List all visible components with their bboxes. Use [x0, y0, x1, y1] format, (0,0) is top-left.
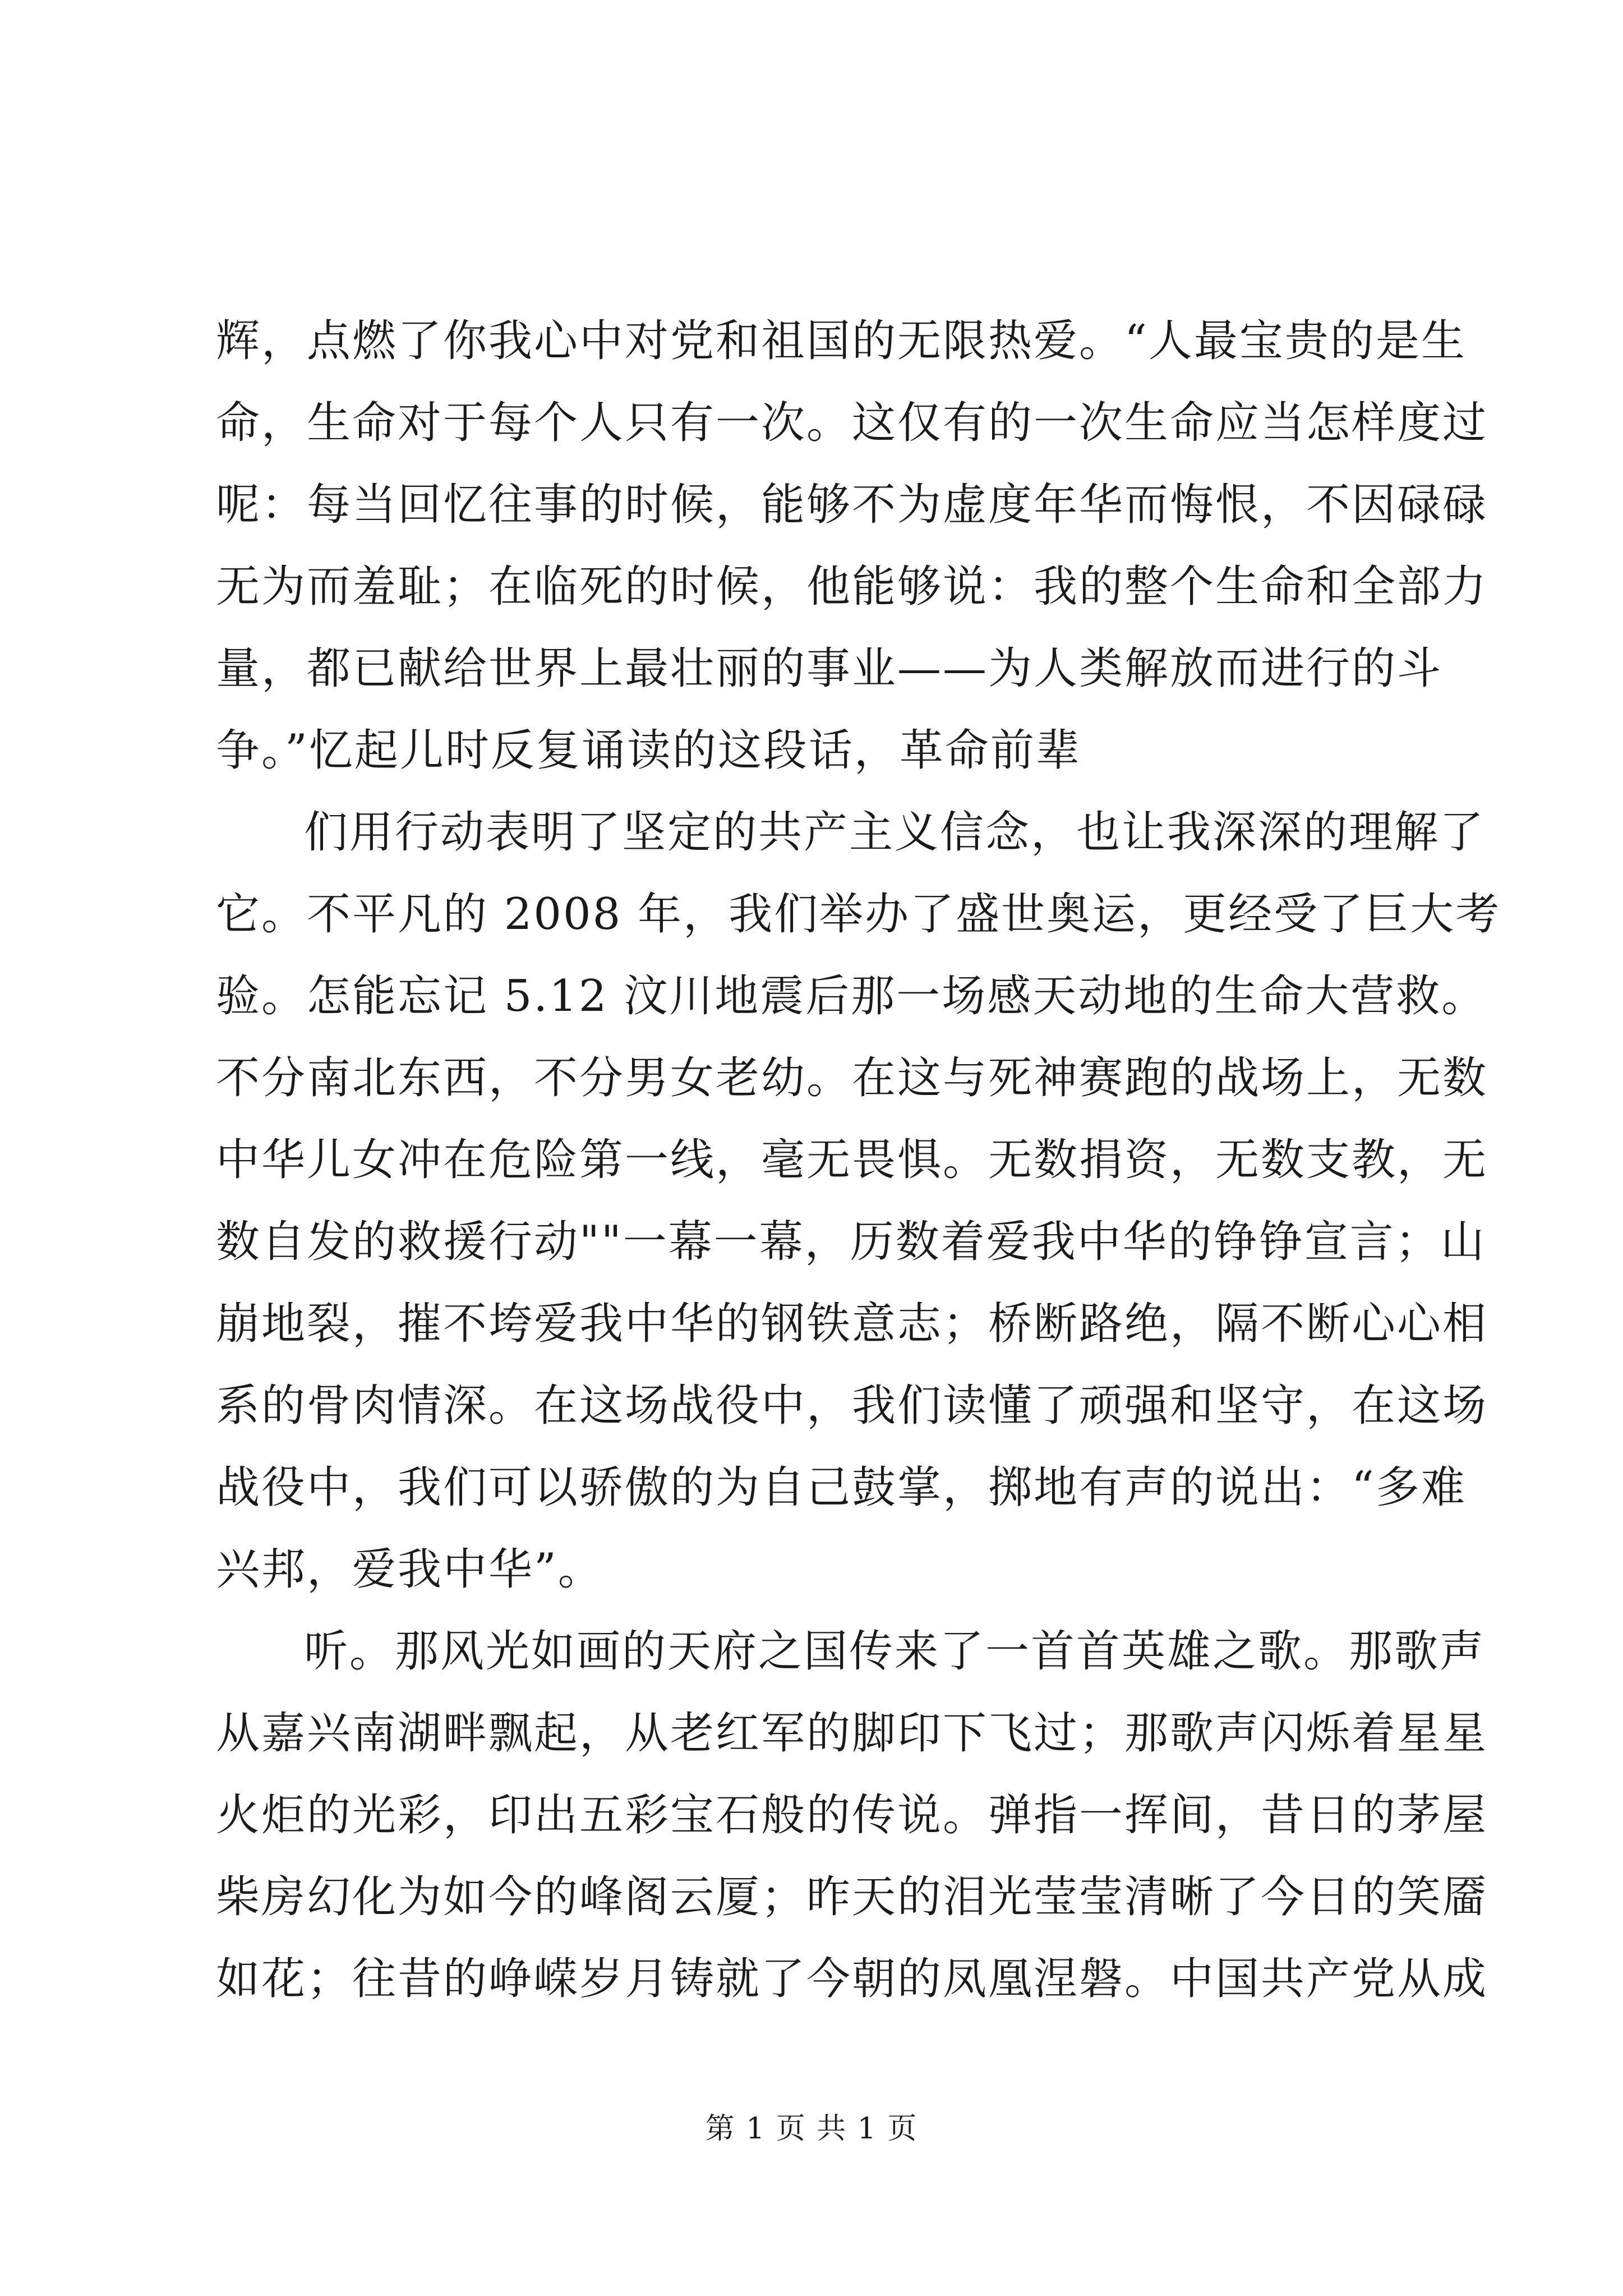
text-line: 系的骨肉情深。在这场战役中，我们读懂了顽强和坚守，在这场 [216, 1381, 1488, 1431]
text-line: 如花；往昔的峥嵘岁月铸就了今朝的凤凰涅磐。中国共产党从成 [216, 1954, 1488, 2004]
text-line: 柴房幻化为如今的峰阁云厦；昨天的泪光莹莹清晰了今日的笑靥 [216, 1872, 1488, 1922]
text-line: 崩地裂，摧不垮爱我中华的钢铁意志；桥断路绝，隔不断心心相 [216, 1299, 1488, 1349]
text-line: 争。”忆起儿时反复诵读的这段话，革命前辈 [216, 725, 1081, 776]
text-line: 量，都已献给世界上最壮丽的事业——为人类解放而进行的斗 [216, 643, 1443, 694]
text-line: 战役中，我们可以骄傲的为自己鼓掌，掷地有声的说出：“多难 [216, 1462, 1467, 1513]
text-line: 火炬的光彩，印出五彩宝石般的传说。弹指一挥间，昔日的茅屋 [216, 1790, 1488, 1841]
page-footer: 第 1 页 共 1 页 [705, 2112, 918, 2146]
text-line: 从嘉兴南湖畔飘起，从老红军的脚印下飞过；那歌声闪烁着星星 [216, 1708, 1488, 1759]
text-line: 数自发的救援行动""一幕一幕，历数着爱我中华的铮铮宣言；山 [216, 1217, 1486, 1267]
text-line: 呢：每当回忆往事的时候，能够不为虚度年华而悔恨，不因碌碌 [216, 480, 1488, 530]
text-line: 命，生命对于每个人只有一次。这仅有的一次生命应当怎样度过 [216, 398, 1488, 448]
text-line: 听。那风光如画的天府之国传来了一首首英雄之歌。那歌声 [304, 1626, 1486, 1677]
text-line: 它。不平凡的 2008 年，我们举办了盛世奥运，更经受了巨大考 [216, 889, 1501, 940]
text-line: 兴邦，爱我中华”。 [216, 1544, 603, 1595]
text-line: 辉，点燃了你我心中对党和祖国的无限热爱。“人最宝贵的是生 [216, 316, 1467, 366]
text-line: 验。怎能忘记 5.12 汶川地震后那一场感天动地的生命大营救。 [216, 971, 1487, 1022]
text-line: 中华儿女冲在危险第一线，毫无畏惧。无数捐资，无数支教，无 [216, 1135, 1488, 1185]
text-line: 无为而羞耻；在临死的时候，他能够说：我的整个生命和全部力 [216, 562, 1488, 612]
text-line: 不分南北东西，不分男女老幼。在这与死神赛跑的战场上，无数 [216, 1053, 1488, 1103]
document-body [216, 300, 1501, 2020]
text-line: 们用行动表明了坚定的共产主义信念，也让我深深的理解了 [304, 807, 1486, 858]
